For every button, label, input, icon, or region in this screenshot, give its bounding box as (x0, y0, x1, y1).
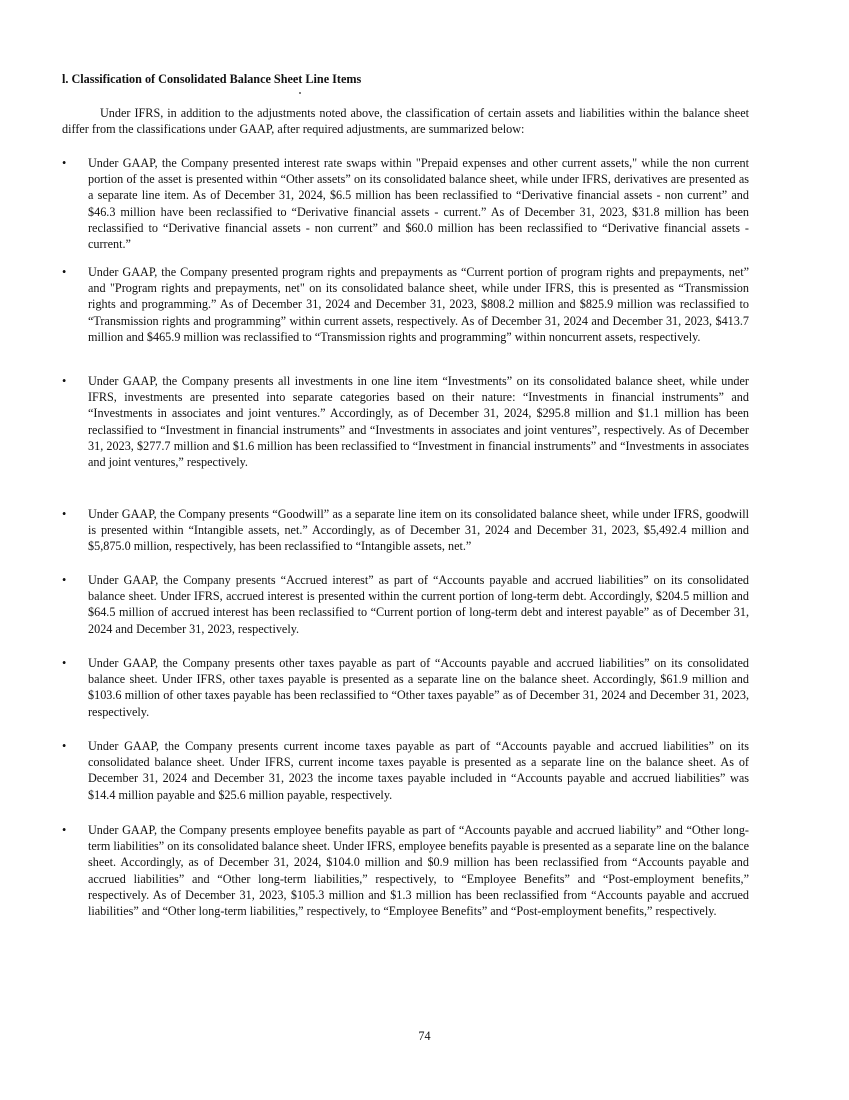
bullet-icon: • (62, 739, 67, 753)
stray-mark (299, 92, 301, 94)
list-item-text: Under GAAP, the Company presented program rights and prepayments as “Current portion of program rights and prepayments, net” and "Program rights and prepayments, net" on its consolidated balance sheet, while under IFRS, this is presented as “Transmission rights and programming.” As of December 31, 2024 and December 31, 2023, $808.2 million and $825.9 million was reclassified to “Transmission rights and programming” within current assets, respectively. As of December 31, 2024 and December 31, 2023, $413.7 million and $465.9 million was reclassified to “Transmission rights and programming” within noncurrent assets, respectively. (88, 265, 749, 344)
bullet-icon: • (62, 374, 67, 388)
bullet-icon: • (62, 156, 67, 170)
list-item-text: Under GAAP, the Company presents “Accrued interest” as part of “Accounts payable and accrued liabilities” on its consolidated balance sheet. Under IFRS, accrued interest is presented within the current portion of long-term debt. Accordingly, $204.5 million and $64.5 million of accrued interest has been reclassified to “Current portion of long-term debt and interest payable” as of December 31, 2024 and December 31, 2023, respectively. (88, 573, 749, 636)
list-item-text: Under GAAP, the Company presented interest rate swaps within "Prepaid expenses and other current assets," while the non current portion of the asset is presented within “Other assets” on its consolidated balance sheet, while under IFRS, derivatives are presented as a separate line item. As of December 31, 2024, $6.5 million has been reclassified to “Derivative financial assets - non current” and $46.3 million have been reclassified to “Derivative financial assets - current.” As of December 31, 2023, $31.8 million has been reclassified to “Derivative financial assets - non current” and $60.0 million has been reclassified to “Derivative financial assets - current.” (88, 156, 749, 252)
bullet-icon: • (62, 656, 67, 670)
list-item-text: Under GAAP, the Company presents all investments in one line item “Investments” on its consolidated balance sheet, while under IFRS, investments are presented into separate categories based on their nature: “Investments in financial instruments” and “Investments in associates and joint ventures.” Accordingly, as of December 31, 2024, $295.8 million and $1.1 million has been reclassified to “Investment in financial instruments” and “Investments in associates and joint ventures”, respectively. As of December 31, 2023, $277.7 million and $1.6 million has been reclassified to “Investment in financial instruments” and “Investments in associates and joint ventures,” respectively. (88, 374, 749, 470)
bullet-icon: • (62, 823, 67, 837)
section-heading: l. Classification of Consolidated Balance Sheet Line Items (62, 72, 362, 86)
list-item-text: Under GAAP, the Company presents “Goodwill” as a separate line item on its consolidated balance sheet, while under IFRS, goodwill is presented within “Intangible assets, net.” Accordingly, as of December 31, 2024 and December 31, 2023, $5,492.4 million and $5,875.0 million, respectively, has been reclassified to “Intangible assets, net.” (88, 507, 749, 554)
intro-paragraph: Under IFRS, in addition to the adjustments noted above, the classification of certain assets and liabilities within the balance sheet differ from the classifications under GAAP, after required adjustments, are summarized below: (62, 106, 749, 137)
list-item-text: Under GAAP, the Company presents current income taxes payable as part of “Accounts payable and accrued liabilities” on its consolidated balance sheet. Under IFRS, current income taxes payable is presented as a separate line on the balance sheet. As of December 31, 2024 and December 31, 2023 the income taxes payable included in “Accounts payable and accrued liabilities” was $14.4 million payable and $25.6 million payable, respectively. (88, 739, 749, 802)
bullet-icon: • (62, 573, 67, 587)
page-number: 74 (418, 1029, 431, 1043)
bullet-icon: • (62, 265, 67, 279)
list-item-text: Under GAAP, the Company presents other taxes payable as part of “Accounts payable and accrued liabilities” on its consolidated balance sheet. Under IFRS, other taxes payable is presented as a separate line on the balance sheet. Accordingly, $61.9 million and $103.6 million of other taxes payable has been reclassified to “Other taxes payable” as of December 31, 2024 and December 31, 2023, respectively. (88, 656, 749, 719)
list-item-text: Under GAAP, the Company presents employee benefits payable as part of “Accounts payable and accrued liability” and “Other long-term liabilities” on its consolidated balance sheet. Under IFRS, employee benefits payable is presented as a separate line on the balance sheet. Accordingly, as of December 31, 2024, $104.0 million and $0.9 million has been reclassified from “Accounts payable and accrued liabilities” and “Other long-term liabilities,” respectively, to “Employee Benefits” and “Post-employment benefits,” respectively. As of December 31, 2023, $105.3 million and $1.3 million has been reclassified from “Accounts payable and accrued liabilities” and “Other long-term liabilities,” respectively, to “Employee Benefits” and “Post-employment benefits,” respectively. (88, 823, 749, 919)
bullet-icon: • (62, 507, 67, 521)
